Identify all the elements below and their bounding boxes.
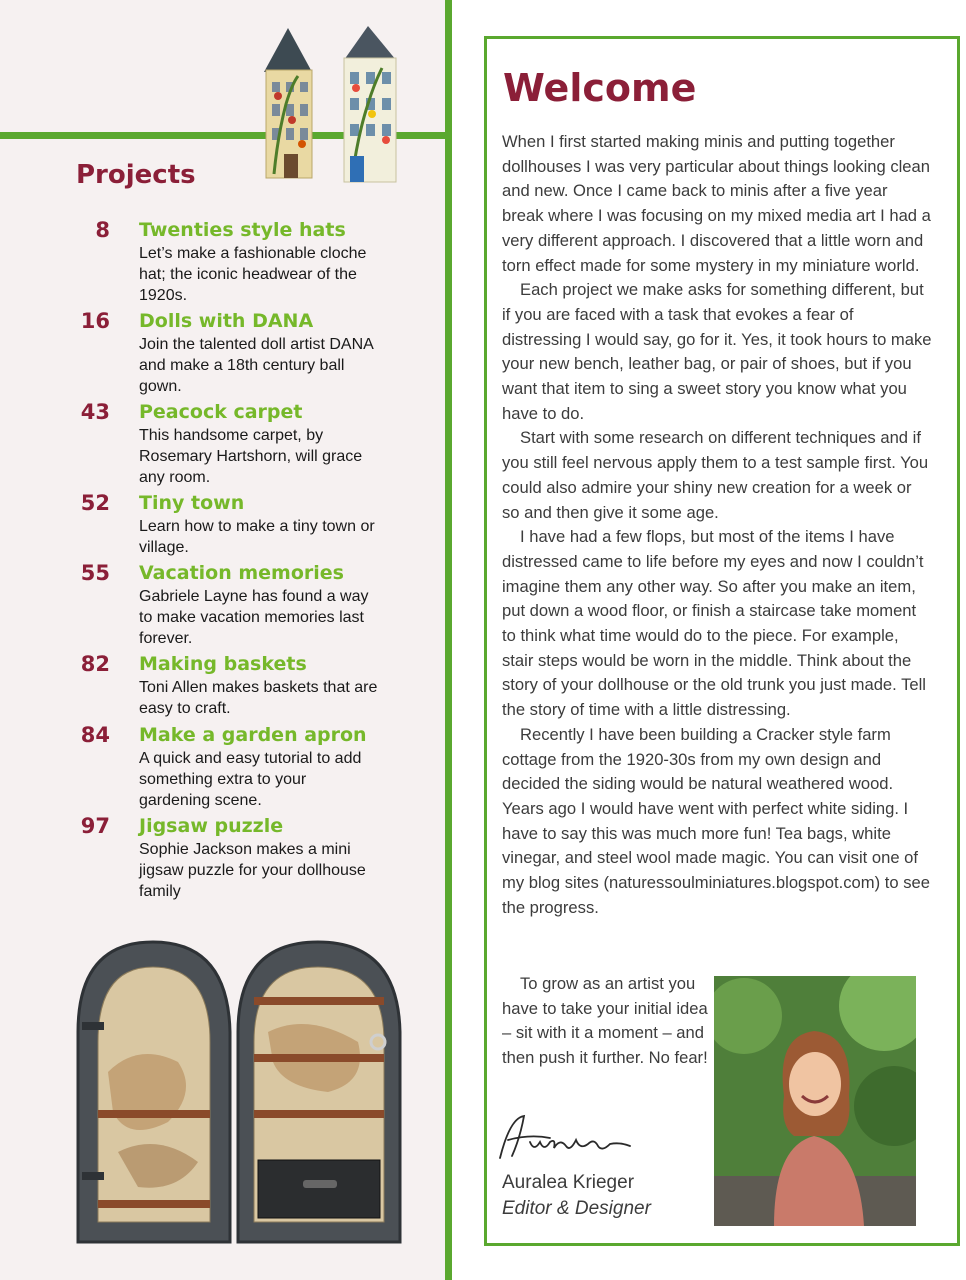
project-page-number: 16 bbox=[80, 309, 110, 333]
editor-letter bbox=[502, 130, 932, 921]
editor-name: Auralea Krieger bbox=[502, 1172, 635, 1193]
letter-paragraph: I have had a few flops, but most of the items I have distressed came to life before my eyes and now I couldn’t imagine them any other way. So after you make an item, put down a wood floor, or finish a staircase take moment to think what time would do to the piece. For example, stair steps would be worn in the middle. Think about the story of your dollhouse or the old trunk you just made. Tell the story of time with a little distressing. bbox=[502, 527, 926, 720]
vertical-divider bbox=[445, 0, 452, 1280]
project-description: Sophie Jackson makes a mini jigsaw puzzle for your dollhouse family bbox=[139, 841, 366, 900]
project-page-number: 82 bbox=[80, 652, 110, 676]
letter-paragraph: Each project we make asks for something different, but if you are faced with a task that evokes a fear of distressing I would say, go for it. Yes, it took hours to make your new bench, leather bag, or pair of shoes, but if you want that item to sing a sweet story you know what you have to do. bbox=[502, 280, 932, 423]
project-title: Twenties style hats bbox=[139, 219, 346, 241]
project-page-number: 43 bbox=[80, 400, 110, 424]
project-description: Join the talented doll artist DANA and make a 18th century ball gown. bbox=[139, 336, 373, 395]
welcome-heading: Welcome bbox=[503, 66, 697, 110]
project-description: Let’s make a fashionable cloche hat; the iconic headwear of the 1920s. bbox=[139, 245, 367, 304]
miniature-houses-image bbox=[258, 24, 418, 189]
project-title: Jigsaw puzzle bbox=[139, 815, 284, 837]
project-description: This handsome carpet, by Rosemary Hartshorn, will grace any room. bbox=[139, 427, 363, 486]
project-title: Tiny town bbox=[139, 492, 245, 514]
letter-paragraph: Recently I have been building a Cracker style farm cottage from the 1920-30s from my own design and decided the siding would be natural weathered wood. Years ago I would have went with perfect white siding. I have to say this was much more fun! Tea bags, white vinegar, and steel wool made magic. You can visit one of my blog sites (naturessoulminiatures.blogspot.com) to see the progress. bbox=[502, 724, 930, 917]
project-description: Toni Allen makes baskets that are easy to craft. bbox=[139, 679, 378, 717]
editor-role: Editor & Designer bbox=[502, 1198, 651, 1219]
letter-paragraph: When I first started making minis and putting together dollhouses I was very particular about things looking clean and new. Once I came back to minis after a five year break where I was focusing on my mixed media art I had a very different approach. I discovered that a little worn and torn effect made for some mystery in my miniature world. bbox=[502, 132, 931, 275]
project-page-number: 84 bbox=[80, 723, 110, 747]
editor-photo bbox=[714, 976, 916, 1226]
project-page-number: 55 bbox=[80, 561, 110, 585]
project-page-number: 8 bbox=[95, 218, 110, 242]
project-description: Gabriele Layne has found a way to make vacation memories last forever. bbox=[139, 588, 369, 647]
closing-paragraph: To grow as an artist you have to take your initial idea – sit with it a moment – and then push it further. No fear! bbox=[502, 974, 708, 1068]
project-page-number: 52 bbox=[80, 491, 110, 515]
project-title: Make a garden apron bbox=[139, 724, 367, 746]
project-title: Vacation memories bbox=[139, 562, 344, 584]
project-page-number: 97 bbox=[80, 814, 110, 838]
project-title: Peacock carpet bbox=[139, 401, 303, 423]
projects-heading: Projects bbox=[76, 160, 196, 190]
miniature-trunk-image bbox=[58, 922, 423, 1260]
signature-image bbox=[490, 1108, 650, 1168]
project-title: Dolls with DANA bbox=[139, 310, 314, 332]
letter-paragraph: Start with some research on different techniques and if you still feel nervous apply them to a test sample first. You could also admire your shiny new creation for a week or so and then give it some age. bbox=[502, 428, 929, 522]
project-description: A quick and easy tutorial to add something extra to your gardening scene. bbox=[139, 750, 362, 809]
project-title: Making baskets bbox=[139, 653, 307, 675]
project-description: Learn how to make a tiny town or village. bbox=[139, 518, 375, 556]
